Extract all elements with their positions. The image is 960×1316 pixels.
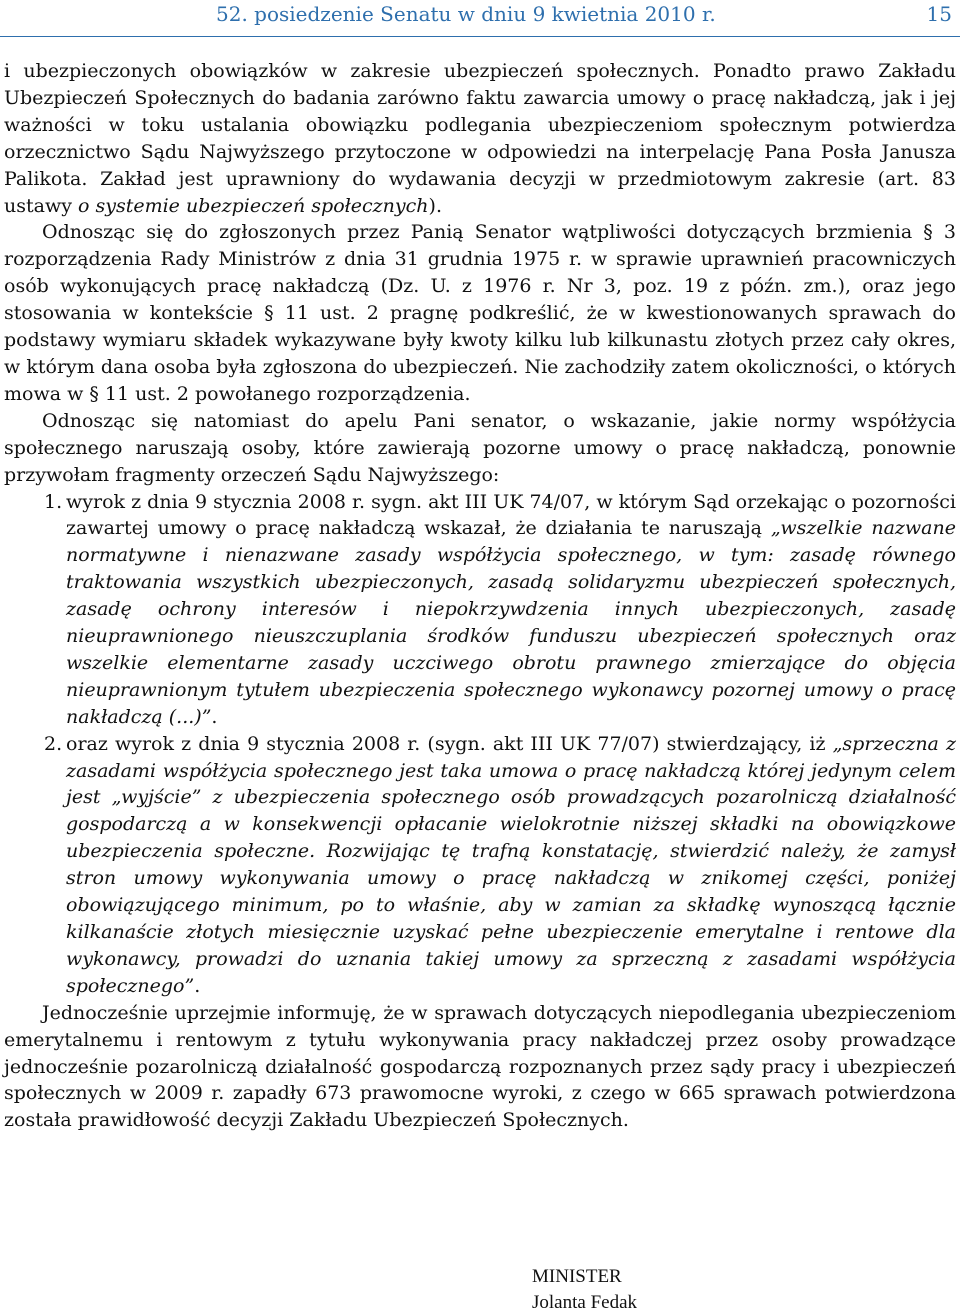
statute-title: o systemie ubezpieczeń społecznych <box>78 194 429 217</box>
signature-role: MINISTER <box>532 1266 622 1287</box>
paragraph-1 <box>4 58 956 219</box>
header-title: 52. posiedzenie Senatu w dniu 9 kwietnia 2010 r. <box>216 2 716 26</box>
list-number: 1. <box>44 490 63 513</box>
list-item-end: . <box>194 974 201 997</box>
paragraph-4: Jednocześnie uprzejmie informuję, że w sprawach dotyczących niepodlegania ubezpieczeniom emerytalnemu i rentowym z tytułu wykonywania pracy nakładczej przez osoby prowadzące jednocześnie pozarolniczą działalność gospodarczą rozpoznanych przez sądy pracy i ubezpieczeń społecznych w 2009 r. zapadły 673 prawomocne wyroki, z czego w 665 sprawach potwierdzona została prawidłowość decyzji Zakładu Ubezpieczeń Społecznych. <box>4 1001 956 1132</box>
paragraph-2: Odnosząc się do zgłoszonych przez Panią Senator wątpliwości dotyczących brzmienia § 3 rozporządzenia Rady Ministrów z dnia 31 grudnia 1975 r. w sprawie uprawnień pracowniczych osób wykonujących pracę nakładczą (Dz. U. z 1976 r. Nr 3, poz. 19 z późn. zm.), oraz jego stosowania w kontekście § 11 ust. 2 pragnę podkreślić, że w kwestionowanych sprawach do podstawy wymiaru składek wykazywane były kwoty kilku lub kilkunastu złotych przez cały okres, w którym dana osoba była zgłoszona do ubezpieczeń. Nie zachodziły zatem okoliczności, o których mowa w § 11 ust. 2 powołanego rozporządzenia. <box>4 221 956 405</box>
list-item <box>4 731 956 1000</box>
paragraph-1-text: i ubezpieczonych obowiązków w zakresie ubezpieczeń społecznych. Ponadto prawo Zakładu Ubezpieczeń Społecznych do badania zarówno faktu zawarcia umowy o pracę nakładczą, jak i jej ważności w toku ustalania obowiązku podlegania ubezpieczeniom społecznym potwierdza orzecznictwo Sądu Najwyższego przytoczone w odpowiedzi na interpelację Pana Posła Janusza Palikota. Zakład jest uprawniony do wydawania decyzji w przedmiotowym zakresie (art. 83 ustawy <box>4 60 956 217</box>
signature-name: Jolanta Fedak <box>532 1292 638 1313</box>
page-number: 15 <box>926 2 952 26</box>
list-item-text: wyrok z dnia 9 stycznia 2008 r. sygn. akt III UK 74/07, w którym Sąd orzekając o pozorności zawartej umowy o pracę nakładczą wskazał, że działania te naruszają <box>66 490 956 540</box>
signature-block <box>532 1264 637 1316</box>
list-item-end: . <box>211 705 218 728</box>
court-quote: „wszelkie nazwane normatywne i nienazwane zasady współżycia społecznego, w tym: zasadę równego traktowania wszystkich ubezpieczonych, zasadą solidaryzmu ubezpieczeń społecznych, zasadę ochrony interesów i niepokrzywdzenia innych ubezpieczonych, zasadę nieuprawnionego nieuszczuplania środków funduszu ubezpieczeń społecznych oraz wszelkie elementarne zasady uczciwego obrotu prawnego zmierzające do objęcia nieuprawnionym tytułem ubezpieczenia społecznego wykonawcy pozornej umowy o pracę nakładczą (...)” <box>66 517 956 728</box>
paragraph-3: Odnosząc się natomiast do apelu Pani senator, o wskazanie, jakie normy współżycia społecznego naruszają osoby, które zawierają pozorne umowy o pracę nakładczą, ponownie przywołam fragmenty orzeczeń Sądu Najwyższego: <box>4 409 956 486</box>
list-item-text: oraz wyrok z dnia 9 stycznia 2008 r. (sygn. akt III UK 77/07) stwierdzający, iż <box>66 732 833 755</box>
document-body <box>4 58 956 1134</box>
header-rule <box>0 36 960 37</box>
list-number: 2. <box>44 732 63 755</box>
list-item <box>4 489 956 731</box>
page-header <box>0 0 960 40</box>
paragraph-1-end: ). <box>428 194 442 217</box>
court-quote: „sprzeczna z zasadami współżycia społecznego jest taka umowa o pracę nakładczą której jedynym celem jest „wyjście” z ubezpieczenia społecznego osób prowadzących pozarolniczą działalność gospodarczą a w konsekwencji opłacanie wielokrotnie niższej składki na obowiązkowe ubezpieczenia społeczne. Rozwijając tę trafną konstatację, stwierdzić należy, że zamysł stron umowy wykonywania umowy o pracę nakładczą w znikomej części, poniżej obowiązującego minimum, po to właśnie, aby w zamian za składkę wynoszącą łącznie kilkanaście złotych miesięcznie uzyskać pełne ubezpieczenie emerytalne i rentowe dla wykonawcy, prowadzi do uznania takiej umowy za sprzeczną z zasadami współżycia społecznego” <box>66 732 956 997</box>
